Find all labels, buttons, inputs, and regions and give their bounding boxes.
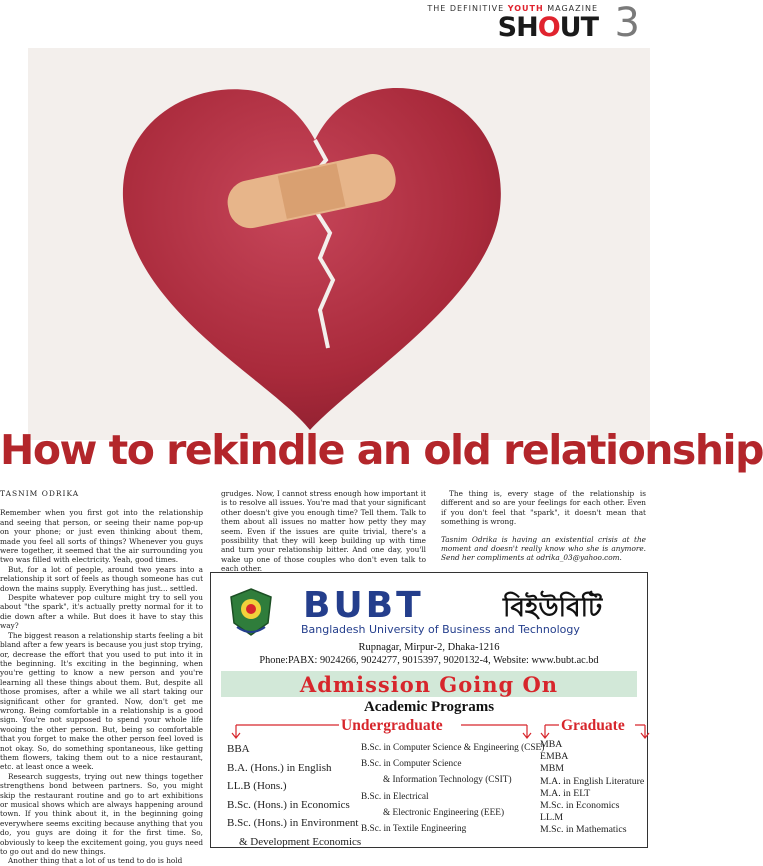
article-paragraph: Another thing that a lot of us tend to do is hold — [8, 856, 183, 866]
program-item: M.Sc. in Mathematics — [540, 824, 627, 836]
program-item: LL.B (Hons.) — [227, 780, 287, 793]
article-paragraph: Despite whatever pop culture might try to sell you about "the spark", it's actually pretty normal for it to die down after a while. But does it have to stay this way? — [0, 593, 203, 631]
article-column-3 — [441, 489, 646, 563]
program-item: B.Sc. in Computer Science — [361, 759, 462, 770]
program-item: B.Sc. (Hons.) in Economics — [227, 798, 350, 811]
hero-image — [28, 48, 650, 440]
article-paragraph: But, for a lot of people, around two years into a relationship it sort of feels as though someone has cut down the mains supply. Everything has just... settled. — [0, 564, 203, 593]
logo-part-end: UT — [559, 12, 598, 43]
program-item: B.Sc. (Hons.) in Environment — [227, 817, 359, 830]
tagline-text: THE DEFINITIVE — [427, 4, 508, 13]
program-item: B.Sc. in Textile Engineering — [361, 824, 467, 835]
program-item: M.Sc. in Economics — [540, 800, 620, 812]
university-address: Rupnagar, Mirpur-2, Dhaka-1216 — [358, 642, 500, 653]
university-acronym: BUBT — [303, 585, 424, 626]
programs-title: Academic Programs — [363, 699, 495, 715]
program-item: MBM — [540, 763, 564, 775]
university-emblem-icon — [228, 587, 274, 637]
article-paragraph: Remember when you first got into the relationship and seeing that person, or seeing their name pop-up on your phone; or just even thinking about them, made you feel all sorts of things? Whenever you guys were together, it seemed that the air surrounding you two was filled with electricity. Yeah, good times. — [0, 508, 203, 565]
article-column-1 — [0, 489, 203, 866]
article-paragraph: The thing is, every stage of the relationship is different and so are your feelings for each other. Even if you don't feel that "spark", it doesn't mean that something is wrong. — [441, 489, 646, 527]
masthead — [390, 0, 650, 45]
article-column-2 — [221, 489, 426, 574]
program-item: BBA — [227, 743, 250, 755]
shout-logo — [498, 12, 598, 43]
university-full-name: Bangladesh University of Business and Technology — [301, 623, 580, 636]
undergraduate-heading: Undergraduate — [341, 717, 443, 734]
program-item: B.A. (Hons.) in English — [227, 761, 332, 774]
logo-o: O — [537, 12, 560, 43]
bubt-advertisement — [210, 572, 648, 848]
university-contact: Phone:PABX: 9024266, 9024277, 9015397, 9020132-4, Website: www.bubt.ac.bd — [259, 655, 599, 666]
program-item: M.A. in ELT — [540, 787, 591, 799]
tagline-text-end: MAGAZINE — [543, 4, 598, 13]
byline: TASNIM ODRIKA — [0, 489, 80, 498]
article-headline: How to rekindle an old relationship — [0, 426, 763, 474]
admission-banner: Admission Going On — [221, 671, 637, 697]
logo-part: SH — [497, 12, 538, 43]
article-paragraph: Research suggests, trying out new things together strengthens bond between partners. So, you might skip the restaurant routine and go to art exhibitions or musical shows which are always happening around town. If you think about it, in the beginning going everywhere seems exciting because anything that you do, you guys are doing it for the first time. So, obviously to keep the excitement going, you guys need to go out and do new things. — [0, 771, 203, 857]
undergraduate-list-1 — [227, 740, 361, 852]
graduate-heading: Graduate — [561, 717, 625, 734]
author-bio: Tasnim Odrika is having an existential crisis at the moment and doesn't really know who she is anymore. Send her compliments at odrika_03@yahoo.com. — [441, 534, 646, 563]
program-item: M.A. in English Literature — [540, 775, 645, 787]
program-item: LL.M — [540, 812, 564, 824]
program-item: & Electronic Engineering (EEE) — [383, 807, 505, 818]
program-item: B.Sc. in Electrical — [361, 791, 429, 802]
program-item: & Information Technology (CSIT) — [383, 775, 512, 786]
article-paragraph: grudges. Now, I cannot stress enough how important it is to resolve all issues. You're mad that your significant other doesn't give you enough time? Tell them. Talk to them about all issues no matter how petty they may seem. Even if the issues are quite trivial, there's a possibility that they will keep building up with time and turn your relationship bitter. And one day, you'll wake up one of those couples who don't even talk to each other. — [221, 489, 426, 574]
tagline-youth: YOUTH — [507, 4, 544, 13]
program-item: MBA — [540, 739, 563, 750]
program-item: & Development Economics — [239, 835, 362, 848]
page-number: 3 — [614, 0, 640, 46]
university-acronym-bangla: বিইউবিটি — [503, 593, 603, 623]
program-item: EMBA — [540, 751, 569, 763]
undergraduate-list-2 — [361, 740, 544, 837]
program-item: B.Sc. in Computer Science & Engineering (CSE) — [361, 743, 545, 753]
graduate-list — [540, 739, 644, 837]
heart-with-bandage-icon — [28, 48, 650, 440]
article-paragraph: The biggest reason a relationship starts feeling a bit bland after a few years is because you just stop trying, or, decrease the effort that you used to put into it in the beginning. It's exciting in the beginning, when you're getting to know a new person and you're learning all these things about them. But, despite all those promises, after a while we all start taking our significant other for granted. Now, don't get me wrong. Being comfortable in a relationship is a good sign. You're not supposed to spend your whole life wooing the other person. But, being so comfortable that you forget to make the other person feel loved is not okay. So, do something spontaneous, like getting them flowers, taking them out to a nice restaurant, etc. at least once a week. — [0, 630, 203, 772]
